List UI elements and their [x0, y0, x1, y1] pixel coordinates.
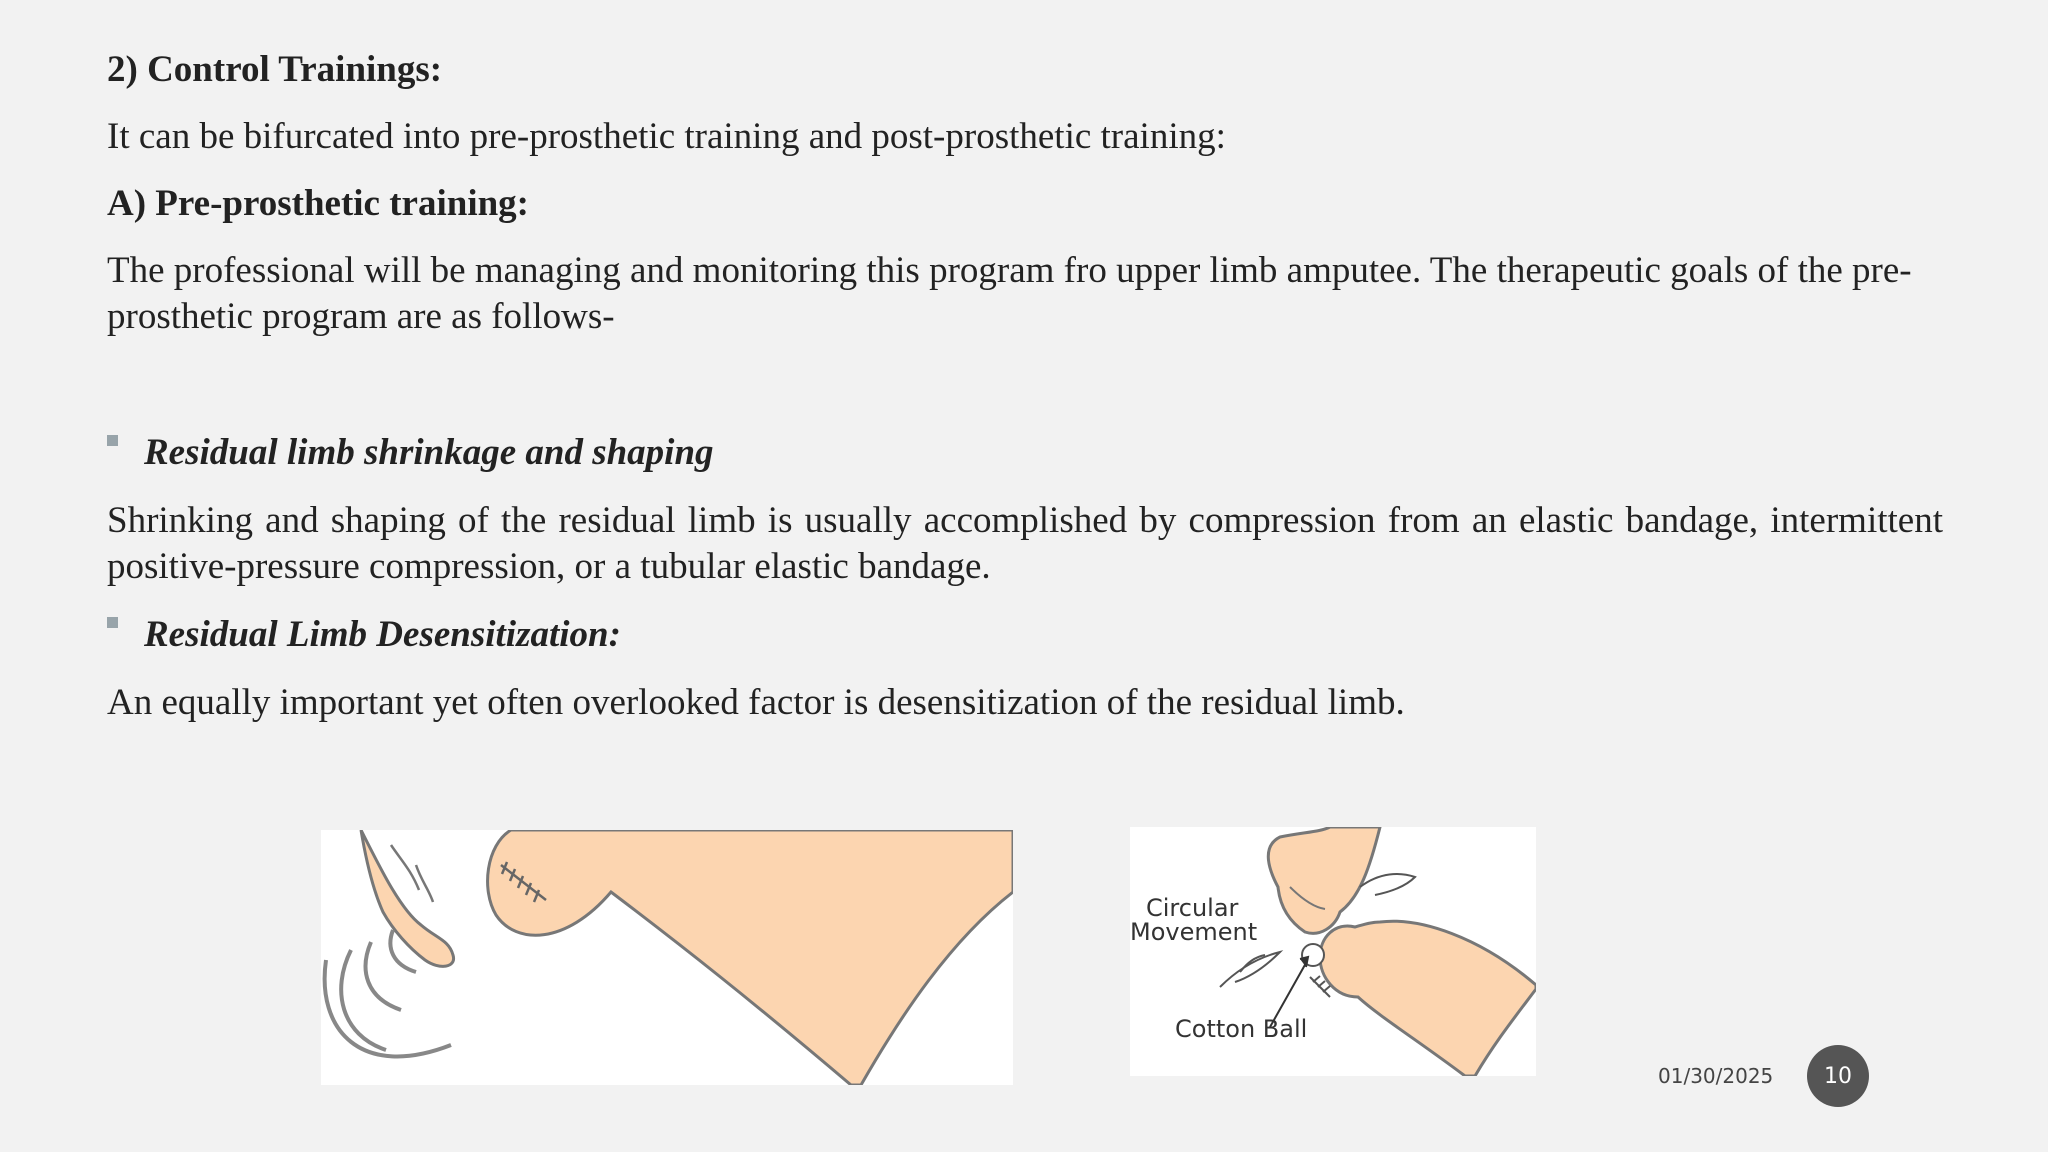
bullet-title: Residual limb shrinkage and shaping	[144, 432, 714, 473]
finger-crease	[416, 865, 433, 902]
desensitization-paragraph: An equally important yet often overlooked factor is desensitization of the residual limb.	[107, 682, 1405, 723]
motion-swoosh-icon	[1360, 874, 1415, 895]
label-cotton-ball: Cotton Ball	[1175, 1015, 1308, 1043]
label-circular: Circular	[1146, 894, 1239, 922]
slide-content	[107, 48, 1943, 748]
shrinkage-paragraph: Shrinking and shaping of the residual limb is usually accomplished by compression from an elastic bandage, intermittent positive-pressure compression, or a tubular elastic bandage.	[107, 500, 1943, 587]
tapping-illustration	[321, 830, 1013, 1085]
spacer	[107, 362, 1943, 430]
square-bullet-icon	[107, 617, 118, 628]
cotton-ball-illustration-svg	[1130, 827, 1536, 1076]
finger-crease	[391, 845, 419, 890]
heading-pre-prosthetic: A) Pre-prosthetic training:	[107, 183, 529, 224]
tapping-illustration-svg	[321, 830, 1013, 1085]
cotton-ball-illustration	[1130, 827, 1536, 1076]
intro-paragraph: It can be bifurcated into pre-prosthetic training and post-prosthetic training:	[107, 116, 1226, 157]
slide-date: 01/30/2025	[1658, 1064, 1774, 1088]
square-bullet-icon	[107, 435, 118, 446]
bullet-desensitization	[107, 612, 1943, 658]
bullet-shrinkage	[107, 430, 1943, 476]
page-number-badge	[1807, 1045, 1869, 1107]
finger-shape	[361, 830, 454, 966]
motion-arc-icon	[366, 942, 401, 1010]
label-movement: Movement	[1130, 918, 1258, 946]
residual-limb-shape	[1320, 921, 1536, 1076]
hand-shape	[1268, 827, 1380, 933]
motion-swoosh-icon	[1220, 952, 1280, 987]
page-number: 10	[1824, 1063, 1852, 1089]
bullet-title: Residual Limb Desensitization:	[144, 614, 621, 655]
residual-limb-shape	[488, 830, 1013, 1085]
heading-control-trainings: 2) Control Trainings:	[107, 49, 443, 90]
pre-prosthetic-paragraph: The professional will be managing and monitoring this program fro upper limb amputee. The therapeutic goals of the pre-prosthetic program are as follows-	[107, 250, 1912, 337]
